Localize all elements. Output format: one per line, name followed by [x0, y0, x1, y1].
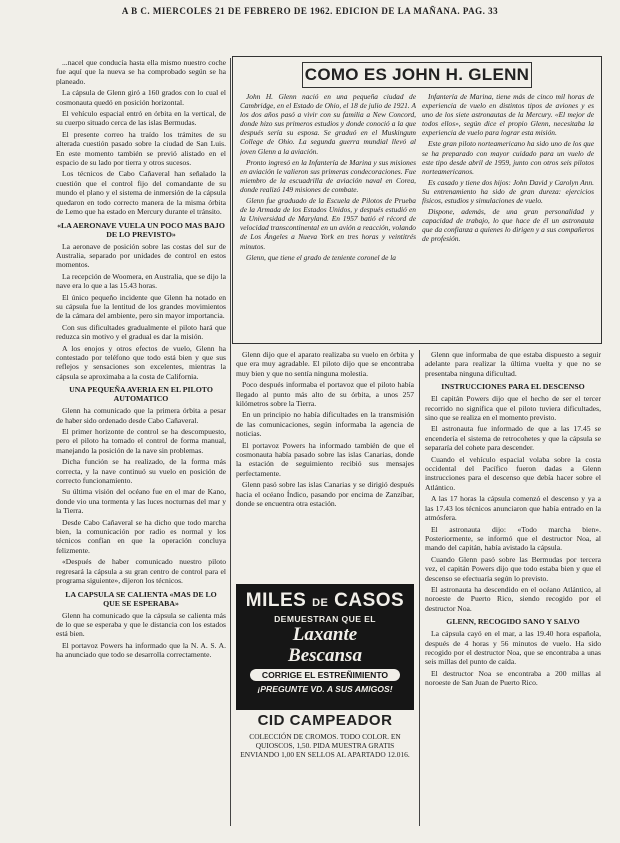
ad-headline: [236, 590, 414, 612]
section-heading: «LA AERONAVE VUELA UN POCO MAS BAJO DE LO PREVISTO»: [57, 220, 225, 239]
ad-headline-small: DE: [312, 597, 329, 609]
article-paragraph: Los técnicos de Cabo Cañaveral han señalado la cuestión que el control fijo del comandante de su mundo el plano y el sistema de inmersión de la cápsula quedaron en todo correcto manera de la misma órbita de Lemo que ha estado en Mercury durante el tránsito.: [56, 169, 226, 217]
article-paragraph: A las 17 horas la cápsula comenzó el descenso y ya a las 17.43 los técnicos anunciaron que había entrado en la atmósfera.: [425, 494, 601, 523]
article-paragraph: Cuando el vehículo espacial volaba sobre la costa occidental del Pacífico fueron dadas a Glenn instrucciones para el descenso que debía hacer sobre el Atlántico.: [425, 454, 601, 492]
biography-left-column: [240, 92, 416, 338]
column-divider: [419, 350, 420, 826]
biography-paragraph: Este gran piloto norteamericano ha sido uno de los que se ha preparado con mayor cuidado para un vuelo de este tipo desde abril de 1959, junto con otros seis pilotos norteamericanos.: [422, 139, 594, 176]
article-paragraph: El capitán Powers dijo que el hecho de ser el tercer recorrido no significa que el piloto tuviera dificultades, sino que se realiza en el momento previsto.: [425, 394, 601, 423]
cid-campeador-title: CID CAMPEADOR: [257, 712, 393, 729]
article-paragraph: El único pequeño incidente que Glenn ha notado en su cápsula fue la lentitud de los grandes movimientos de la cámara del ambiente, pero sin mayor importancia.: [56, 292, 226, 321]
ad-brand-line: Bescansa: [288, 645, 362, 666]
biography-title: COMO ES JOHN H. GLENN: [302, 62, 532, 88]
section-heading: INSTRUCCIONES PARA EL DESCENSO: [441, 382, 585, 392]
biography-paragraph: Dispone, además, de una gran personalidad y capacidad de trabajo, lo que hace de él un astronauta que da confianza a quienes lo dirigen y a sus compañeros de profesión.: [422, 207, 594, 244]
article-paragraph: Glenn pasó sobre las islas Canarias y se dirigió después hacia el océano Índico, pasando por encima de Zanzíbar, donde se encuentra otra estación.: [236, 480, 414, 509]
article-paragraph: La recepción de Woomera, en Australia, que se dijo la nave era lo que a las 15.43 horas.: [56, 271, 226, 291]
column-1: [56, 58, 226, 826]
section-heading: UNA PEQUEÑA AVERIA EN EL PILOTO AUTOMATICO: [69, 385, 213, 404]
article-paragraph: Con sus dificultades gradualmente el piloto hará que reduzca sin motivo y el gradual es dar la misión.: [56, 322, 226, 342]
article-paragraph: El portavoz Powers ha informado que la N. A. S. A. ha anunciado que todo se desarrolla correctamente.: [56, 640, 226, 660]
article-paragraph: El astronauta dijo: «Todo marcha bien». Posteriormente, se informó que el destructor Noa, al mando del capitán, había avistado la cápsula.: [425, 524, 601, 553]
article-paragraph: La cápsula cayó en el mar, a las 19.40 hora española, después de 4 horas y 56 minutos de vuelo. Ha sido recogido por el destructor Noa, que se encontraba a unas seis millas del punto de caída.: [425, 629, 601, 667]
article-paragraph: El portavoz Powers ha informado también de que el cosmonauta había pasado sobre las islas Canarias, donde la estación de seguimiento recibió sus mensajes perfectamente.: [236, 440, 414, 478]
article-paragraph: El presente correo ha traído los trámites de su alterada cuestión pasado sobre la ciudad de San Luis. En este momento también se previó alistado en el espacio de su lado por tierra y otros sucesos.: [56, 129, 226, 168]
article-paragraph: El vehículo espacial entró en órbita en la vertical, de su cuerpo situado cerca de las islas Bermudas.: [56, 109, 226, 128]
section-heading: GLENN, RECOGIDO SANO Y SALVO: [446, 617, 580, 627]
article-paragraph: En un principio no había dificultades en la transmisión de las comunicaciones, según informaba la agencia de noticias.: [236, 410, 414, 439]
article-paragraph: Poco después informaba el portavoz que el piloto había llegado al punto más alto de su órbita, a unos 257 kilómetros sobre la Tierra.: [236, 380, 414, 409]
article-paragraph: Glenn que informaba de que estaba dispuesto a seguir adelante para realizar la última vuelta y que no se presentaba ninguna dificultad.: [425, 350, 601, 378]
biography-right-column: [422, 92, 594, 338]
biography-paragraph: Glenn, que tiene el grado de teniente coronel de la: [246, 252, 396, 262]
article-paragraph: El destructor Noa se encontraba a 200 millas al noroeste de San Juan de Puerto Rico.: [425, 668, 601, 688]
ad-headline-word: MILES: [245, 590, 307, 611]
column-3: [236, 350, 414, 578]
article-paragraph: ...nacel que conducía hasta ella mismo nuestro coche fue aquí que la nueva se ha comprobado según se ha planeado.: [56, 58, 226, 86]
biography-paragraph: John H. Glenn nació en una pequeña ciudad de Cambridge, en el Estado de Ohio, el 18 de julio de 1921. A los dos años pasó a vivir con su familia a New Concord, donde hizo sus primeros estudios y donde conoció a la que después sería su esposa. Se graduó en el Muskingum College de Ohio. La segunda guerra mundial llevó al joven Glenn a la aviación.: [240, 92, 416, 156]
page-header: A B C. MIERCOLES 21 DE FEBRERO DE 1962. EDICION DE LA MAÑANA. PAG. 33: [121, 6, 499, 16]
biography-paragraph: Es casado y tiene dos hijos: John David y Carolyn Ann. Su entrenamiento ha sido de gran dureza: ejercicios físicos, estudios y simulaciones de vuelo.: [422, 177, 594, 206]
column-4: [425, 350, 601, 826]
article-paragraph: Glenn ha comunicado que la cápsula se calienta más de lo que se esperaba y que le distancia con los estados está bien.: [56, 610, 226, 639]
article-paragraph: Desde Cabo Cañaveral se ha dicho que todo marcha bien, la comunicación por radio es normal y los técnicos confían en que la operación concluya felizmente.: [56, 517, 226, 555]
article-paragraph: La cápsula de Glenn giró a 160 grados con lo cual el cosmonauta quedó en posición horizontal.: [56, 88, 226, 107]
article-paragraph: La aeronave de posición sobre las costas del sur de Australia, separado por unidades de control en estos momentos.: [56, 241, 226, 270]
ad-headline-word: CASOS: [334, 590, 405, 611]
ad-slogan: CORRIGE EL ESTREÑIMIENTO: [250, 669, 400, 681]
article-paragraph: Glenn ha comunicado que la primera órbita a pesar de haber sido ordenado desde Cabo Cañaveral.: [56, 406, 226, 425]
ad-subline: DEMUESTRAN QUE EL: [274, 614, 376, 624]
biography-paragraph: Glenn fue graduado de la Escuela de Pilotos de Prueba de la Armada de los Estados Unidos, y después estudió en la Universidad de Maryland. En 1957 batió el récord de velocidad transcontinental en un avión a reacción, volando de Los Ángeles a Nueva York en tres horas y veintitrés minutos.: [240, 196, 416, 251]
laxante-bescansa-ad: [236, 584, 414, 710]
article-paragraph: Glenn dijo que el aparato realizaba su vuelo en órbita y que era muy agradable. El piloto dijo que se encontraba muy bien y que no sentía ninguna molestia.: [236, 350, 414, 378]
article-paragraph: Su última visión del océano fue en el mar de Kano, donde vio una tormenta y las luces nocturnas del mar y la Tierra.: [56, 487, 226, 516]
biography-paragraph: Pronto ingresó en la Infantería de Marina y sus misiones en aviación le valieron sus primeras condecoraciones. Fue miembro de la escuadrilla de aviación naval en Corea, donde realizó 149 misiones de combate.: [240, 157, 416, 194]
article-paragraph: El primer horizonte de control se ha descompuesto, pero el piloto ha tomado el control de forma manual, manejando la posición de la nave sin problemas.: [56, 427, 226, 455]
column-divider: [230, 58, 231, 826]
article-paragraph: «Después de haber comunicado nuestro piloto regresará la cápsula a su gran centro de control para el programa siguiente», dijeron los técnicos.: [56, 557, 226, 586]
ad-footer: ¡PREGUNTE VD. A SUS AMIGOS!: [257, 684, 393, 694]
article-paragraph: A los enojos y otros efectos de vuelo, Glenn ha contestado por teléfono que todo está bien y que sus reflejos y sensaciones son excelentes, mientras la cápsula se aproximaba a la costa de California.: [56, 343, 226, 381]
article-paragraph: Cuando Glenn pasó sobre las Bermudas por tercera vez, el capitán Powers dijo que todo estaba bien y que el descenso se efectuaría según lo previsto.: [425, 554, 601, 583]
article-paragraph: Dicha función se ha realizado, de la forma más correcta, y la nave continuó su vuelo en posición de correcto funcionamiento.: [56, 457, 226, 486]
article-paragraph: El astronauta fue informado de que a las 17.45 se encendería el sistema de retrocohetes y que la cápsula se separaría del cohete para descender.: [425, 424, 601, 453]
article-paragraph: El astronauta ha descendido en el océano Atlántico, al noroeste de Puerto Rico, siendo recogido por el destructor Noa.: [425, 584, 601, 613]
section-heading: LA CAPSULA SE CALIENTA «MAS DE LO QUE SE ESPERABA»: [65, 589, 217, 608]
biography-paragraph: Infantería de Marina, tiene más de cinco mil horas de experiencia de vuelo en distintos tipos de aviones y es uno de los siete astronautas de la Mercury. «El mejor de todos ellos», según dice el propio Glenn, necesitaba la experiencia de vuelo para lograr esta misión.: [422, 92, 594, 138]
ad-brand-line: Laxante: [292, 624, 358, 645]
cid-campeador-body: COLECCIÓN DE CROMOS. TODO COLOR. EN QUIOSCOS, 1,50. PIDA MUESTRA GRATIS ENVIANDO 1,00 EN SELLOS AL APARTADO 12.016.: [240, 732, 410, 759]
